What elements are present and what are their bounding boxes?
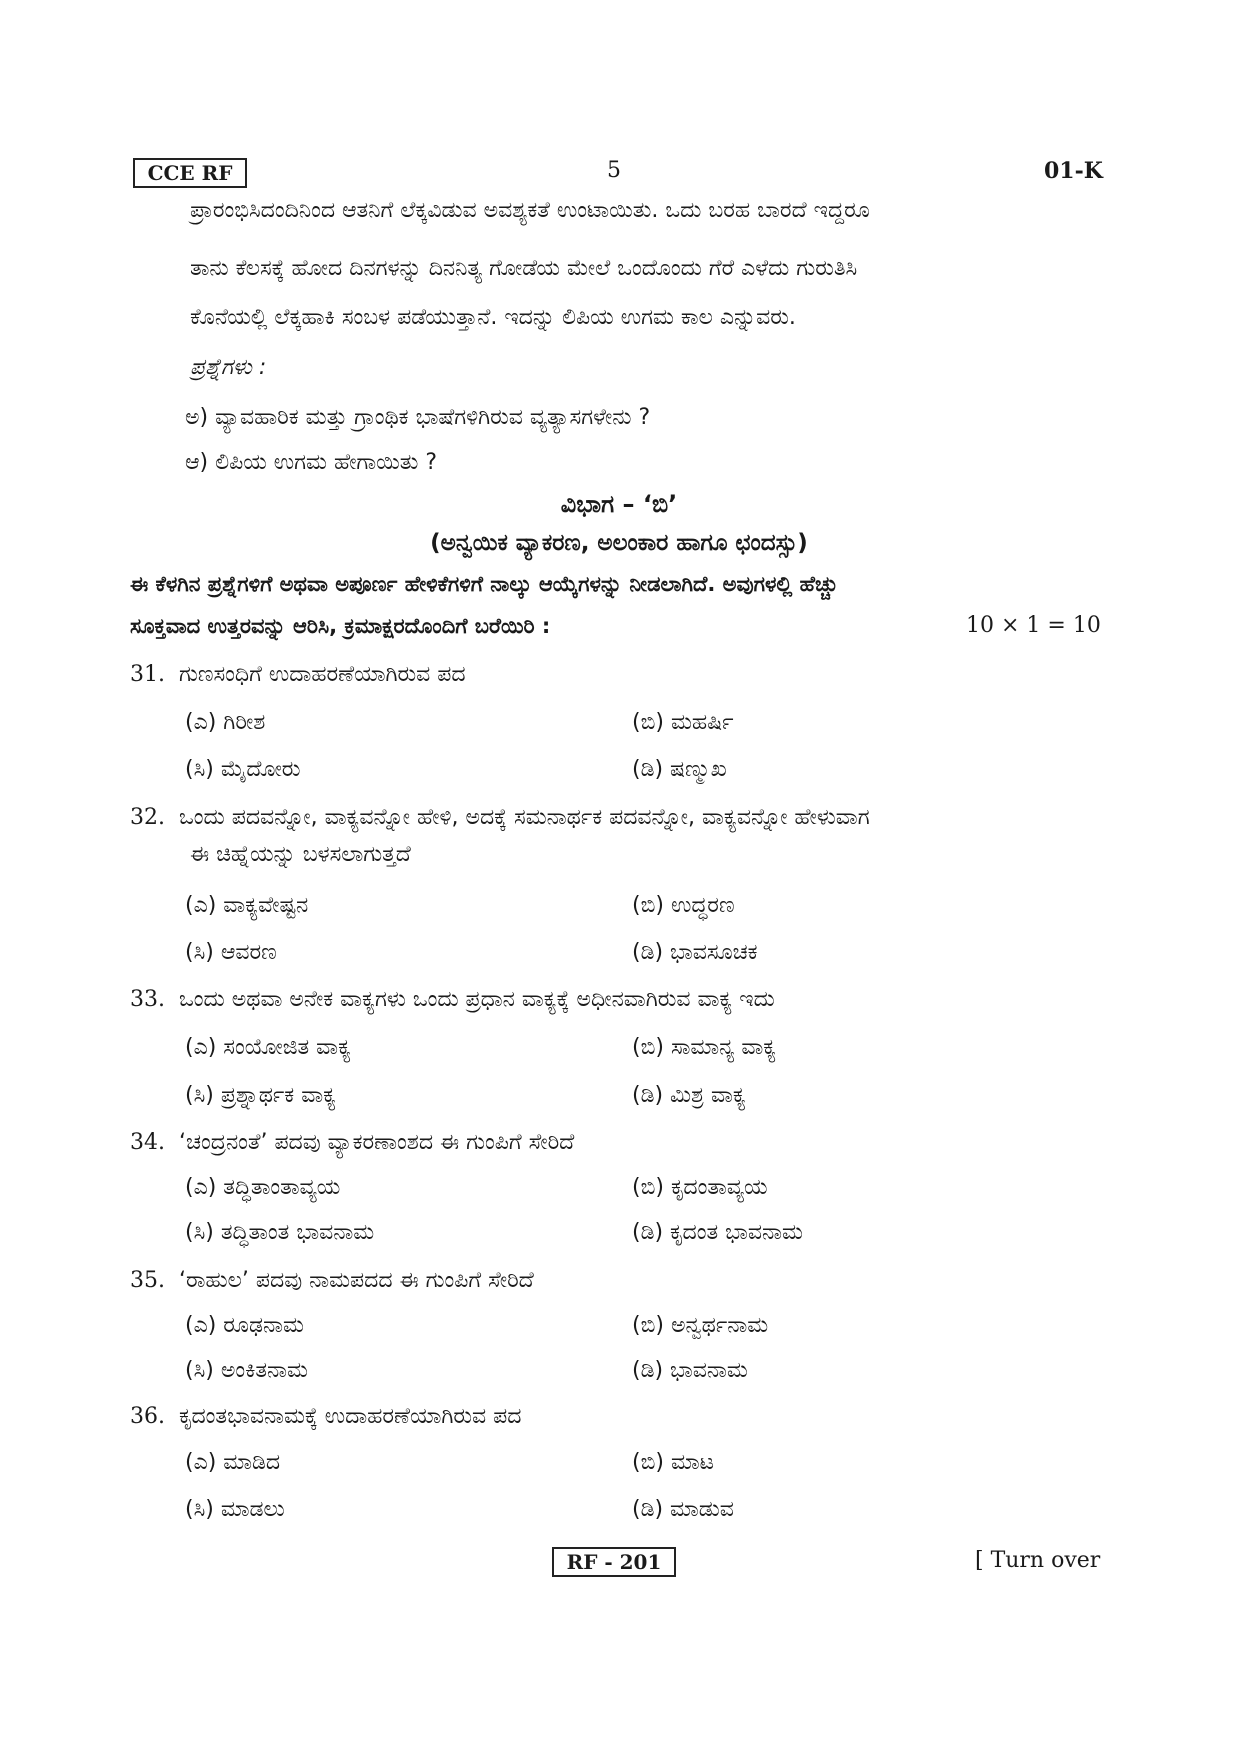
option-b: (ಬಿ) ಸಾಮಾನ್ಯ ವಾಕ್ಯ (632, 1035, 777, 1060)
option-d: (ಡಿ) ಭಾವಸೂಚಕ (632, 940, 758, 965)
question-32-continuation: ಈ ಚಿಹ್ನೆಯನ್ನು ಬಳಸಲಾಗುತ್ತದೆ (190, 842, 411, 867)
option-c: (ಸಿ) ಅಂಕಿತನಾಮ (185, 1358, 308, 1383)
question-36: 36. ಕೃದಂತಭಾವನಾಮಕ್ಕೆ ಉದಾಹರಣೆಯಾಗಿರುವ ಪದ (130, 1404, 522, 1429)
option-c: (ಸಿ) ಮಾಡಲು (185, 1497, 285, 1522)
section-title: ವಿಭಾಗ – ‘ಬಿ’ (560, 490, 678, 518)
question-35: 35. ‘ರಾಹುಲ’ ಪದವು ನಾಮಪದದ ಈ ಗುಂಪಿಗೆ ಸೇರಿದೆ (130, 1268, 534, 1293)
option-b: (ಬಿ) ಮಹರ್ಷಿ (632, 710, 734, 735)
option-a: (ಎ) ಸಂಯೋಜಿತ ವಾಕ್ಯ (185, 1035, 352, 1060)
footer-code-box: RF - 201 (552, 1547, 676, 1577)
question-32: 32. ಒಂದು ಪದವನ್ನೋ, ವಾಕ್ಯವನ್ನೋ ಹೇಳಿ, ಅದಕ್ಕೆ ಸಮನಾರ್ಥಕ ಪದವನ್ನೋ, ವಾಕ್ಯವನ್ನೋ ಹೇಳುವಾಗ (130, 805, 870, 830)
passage-question: ಆ) ಲಿಪಿಯ ಉಗಮ ಹೇಗಾಯಿತು ? (185, 450, 438, 475)
option-a: (ಎ) ರೂಢನಾಮ (185, 1313, 304, 1338)
questions-label: ಪ್ರಶ್ನೆಗಳು : (190, 355, 267, 380)
turn-over-label: [ Turn over (975, 1548, 1101, 1573)
option-a: (ಎ) ಗಿರೀಶ (185, 710, 266, 735)
section-subtitle: (ಅನ್ವಯಿಕ ವ್ಯಾಕರಣ, ಅಲಂಕಾರ ಹಾಗೂ ಛಂದಸ್ಸು) (430, 530, 808, 556)
option-c: (ಸಿ) ಪ್ರಶ್ನಾರ್ಥಕ ವಾಕ್ಯ (185, 1083, 337, 1108)
option-d: (ಡಿ) ಷಣ್ಮುಖ (632, 757, 727, 782)
section-instruction: ಸೂಕ್ತವಾದ ಉತ್ತರವನ್ನು ಆರಿಸಿ, ಕ್ರಮಾಕ್ಷರದೊಂದಿಗೆ ಬರೆಯಿರಿ : (130, 614, 551, 638)
option-b: (ಬಿ) ಅನ್ವರ್ಥನಾಮ (632, 1313, 769, 1338)
option-b: (ಬಿ) ಉದ್ಧರಣ (632, 893, 735, 918)
option-d: (ಡಿ) ಮಿಶ್ರ ವಾಕ್ಯ (632, 1083, 746, 1108)
option-a: (ಎ) ಮಾಡಿದ (185, 1450, 281, 1475)
option-c: (ಸಿ) ಆವರಣ (185, 940, 277, 965)
question-34: 34. ‘ಚಂದ್ರನಂತೆ’ ಪದವು ವ್ಯಾಕರಣಾಂಶದ ಈ ಗುಂಪಿಗೆ ಸೇರಿದೆ (130, 1130, 575, 1155)
paper-code: 01-K (1044, 158, 1103, 184)
option-b: (ಬಿ) ಮಾಟ (632, 1450, 714, 1475)
option-c: (ಸಿ) ತದ್ಧಿತಾಂತ ಭಾವನಾಮ (185, 1220, 375, 1245)
page-number: 5 (607, 158, 621, 183)
section-instruction: ಈ ಕೆಳಗಿನ ಪ್ರಶ್ನೆಗಳಿಗೆ ಅಥವಾ ಅಪೂರ್ಣ ಹೇಳಿಕೆಗಳಿಗೆ ನಾಲ್ಕು ಆಯ್ಕೆಗಳನ್ನು ನೀಡಲಾಗಿದೆ. ಅವುಗಳಲ್ಲಿ ಹೆಚ್ಚು (130, 572, 839, 596)
option-c: (ಸಿ) ಮೈದೋರು (185, 757, 301, 782)
question-33: 33. ಒಂದು ಅಥವಾ ಅನೇಕ ವಾಕ್ಯಗಳು ಒಂದು ಪ್ರಧಾನ ವಾಕ್ಯಕ್ಕೆ ಅಧೀನವಾಗಿರುವ ವಾಕ್ಯ ಇದು (130, 987, 775, 1012)
option-b: (ಬಿ) ಕೃದಂತಾವ್ಯಯ (632, 1175, 768, 1200)
option-d: (ಡಿ) ಕೃದಂತ ಭಾವನಾಮ (632, 1220, 803, 1245)
option-a: (ಎ) ತದ್ಧಿತಾಂತಾವ್ಯಯ (185, 1175, 341, 1200)
marks-scheme: 10 × 1 = 10 (966, 613, 1101, 638)
header-code-box: CCE RF (133, 158, 247, 188)
option-d: (ಡಿ) ಭಾವನಾಮ (632, 1358, 748, 1383)
passage-line: ತಾನು ಕೆಲಸಕ್ಕೆ ಹೋದ ದಿನಗಳನ್ನು ದಿನನಿತ್ಯ ಗೋಡೆಯ ಮೇಲೆ ಒಂದೊಂದು ಗೆರೆ ಎಳೆದು ಗುರುತಿಸಿ (190, 256, 858, 281)
passage-question: ಅ) ವ್ಯಾವಹಾರಿಕ ಮತ್ತು ಗ್ರಾಂಥಿಕ ಭಾಷೆಗಳಿಗಿರುವ ವ್ಯತ್ಯಾಸಗಳೇನು ? (185, 405, 651, 430)
option-a: (ಎ) ವಾಕ್ಯವೇಷ್ಟನ (185, 893, 309, 918)
question-31: 31. ಗುಣಸಂಧಿಗೆ ಉದಾಹರಣೆಯಾಗಿರುವ ಪದ (130, 662, 466, 687)
passage-line: ಪ್ರಾರಂಭಿಸಿದಂದಿನಿಂದ ಆತನಿಗೆ ಲೆಕ್ಕವಿಡುವ ಅವಶ್ಯಕತೆ ಉಂಟಾಯಿತು. ಒದು ಬರಹ ಬಾರದೆ ಇದ್ದರೂ (190, 198, 870, 223)
passage-line: ಕೊನೆಯಲ್ಲಿ ಲೆಕ್ಕಹಾಕಿ ಸಂಬಳ ಪಡೆಯುತ್ತಾನೆ. ಇದನ್ನು ಲಿಪಿಯ ಉಗಮ ಕಾಲ ಎನ್ನುವರು. (190, 305, 796, 330)
option-d: (ಡಿ) ಮಾಡುವ (632, 1497, 734, 1522)
